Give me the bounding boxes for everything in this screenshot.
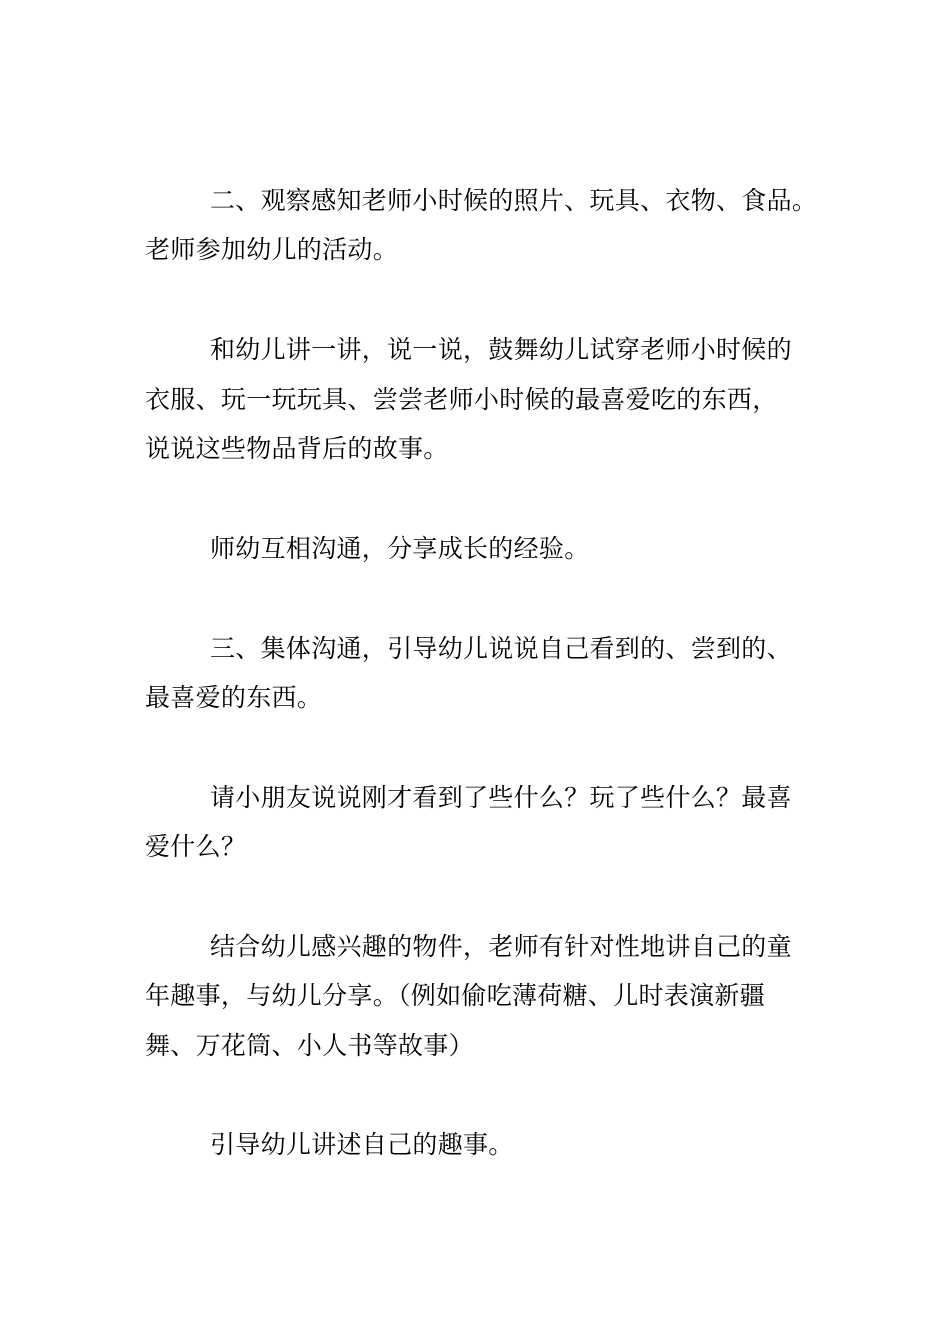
paragraph-1-line-1: 二、观察感知老师小时候的照片、玩具、衣物、食品。	[210, 186, 818, 215]
paragraph-2-line-1: 和幼儿讲一讲，说一说，鼓舞幼儿试穿老师小时候的	[210, 335, 792, 364]
paragraph-5-line-1: 请小朋友说说刚才看到了些什么？玩了些什么？最喜	[210, 783, 792, 812]
paragraph-7-line-1: 引导幼儿讲述自己的趣事。	[210, 1130, 514, 1159]
paragraph-6-line-3: 舞、万花筒、小人书等故事）	[145, 1031, 474, 1060]
paragraph-4-line-2: 最喜爱的东西。	[145, 683, 323, 712]
paragraph-2-line-2: 衣服、玩一玩玩具、尝尝老师小时候的最喜爱吃的东西，	[145, 385, 778, 414]
paragraph-3-line-1: 师幼互相沟通，分享成长的经验。	[210, 534, 590, 563]
paragraph-2-line-3: 说说这些物品背后的故事。	[145, 434, 449, 463]
paragraph-6-line-1: 结合幼儿感兴趣的物件，老师有针对性地讲自己的童	[210, 932, 792, 961]
paragraph-4-line-1: 三、集体沟通，引导幼儿说说自己看到的、尝到的、	[210, 634, 792, 663]
paragraph-1-line-2: 老师参加幼儿的活动。	[145, 235, 399, 264]
paragraph-5-line-2: 爱什么？	[145, 832, 247, 861]
paragraph-6-line-2: 年趣事，与幼儿分享。（例如偷吃薄荷糖、儿时表演新疆	[145, 981, 766, 1010]
